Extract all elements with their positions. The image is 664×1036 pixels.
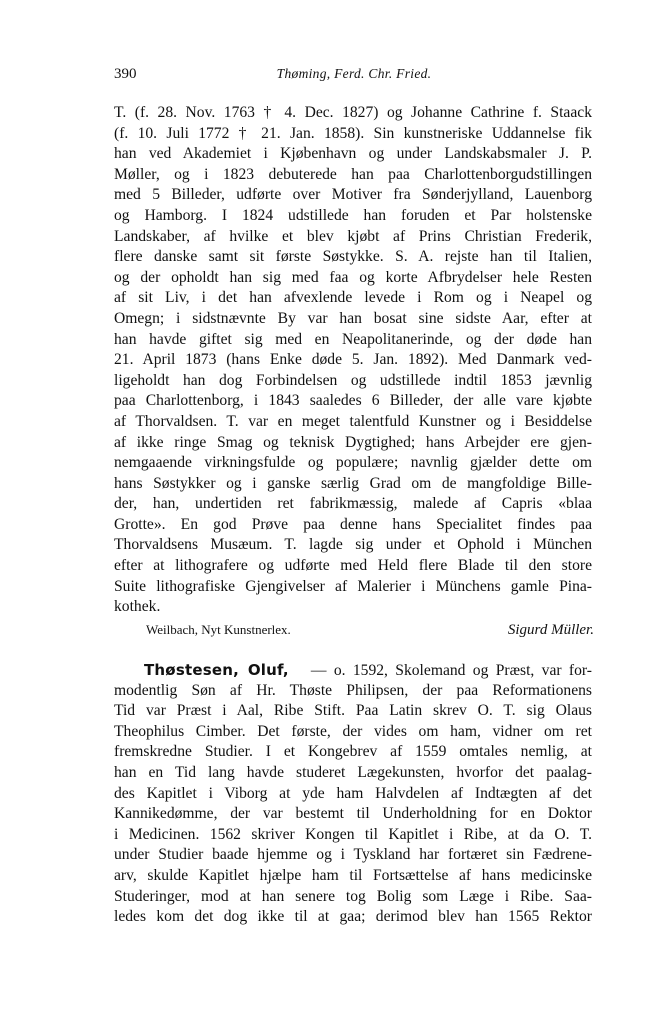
text-line: Tid var Præst i Aal, Ribe Stift. Paa Latin skrev O. T. sig Olaus <box>114 702 592 720</box>
text-line: des Kapitlet i Viborg at yde ham Halvdelen af Indtægten af det <box>114 784 592 802</box>
text-line: nemgaaende virkningsfulde og populære; navnlig gjælder dette om <box>114 454 592 472</box>
text-line: Studeringer, mod at han senere tog Bolig som Læge i Ribe. Saa- <box>114 887 592 905</box>
text-line: Kannikedømme, der var bestemt til Underholdning for en Doktor <box>114 805 592 823</box>
text-line: 21. April 1873 (hans Enke døde 5. Jan. 1892). Med Danmark ved- <box>114 351 592 369</box>
text-line: med 5 Billeder, udførte over Motiver fra Sønderjylland, Lauenborg <box>114 186 592 204</box>
text-line: Suite lithografiske Gjengivelser af Malerier i Münchens gamle Pina- <box>114 577 592 595</box>
text-line: og Hamborg. I 1824 udstillede han foruden et Par holstenske <box>114 206 592 224</box>
source-and-signature <box>146 622 594 642</box>
text-line: ledes kom det dog ikke til at gaa; derimod blev han 1565 Rektor <box>114 908 592 926</box>
text-line: Thorvaldsens Musæum. T. lagde sig under et Ophold i München <box>114 536 592 554</box>
text-line: Omegn; i sidstnævnte By var han bosat sine sidste Aar, efter at <box>114 309 592 327</box>
text-line: han havde giftet sig med en Neapolitanerinde, og der døde han <box>114 330 592 348</box>
text-line: han en Tid lang havde studeret Lægekunsten, hvorfor det paalag- <box>114 763 592 781</box>
text-line: Møller, og i 1823 debuterede han paa Charlottenborgudstillingen <box>114 165 592 183</box>
text-line: Theophilus Cimber. Det første, der vides om ham, vidner om ret <box>114 722 592 740</box>
text-line: hans Søstykker og i ganske særlig Grad om de mangfoldige Bille- <box>114 474 592 492</box>
page-number: 390 <box>114 66 137 82</box>
text-line: og der opholdt han sig med faa og korte Afbrydelser hele Resten <box>114 268 592 286</box>
text-line: Grotte». En god Prøve paa denne hans Specialitet findes paa <box>114 515 592 533</box>
text-line: under Studier baade hjemme og i Tyskland har fortæret sin Fædrene- <box>114 846 592 864</box>
source-reference: Weilbach, Nyt Kunstnerlex. <box>146 622 291 637</box>
text-line: i Medicinen. 1562 skriver Kongen til Kapitlet i Ribe, at da O. T. <box>114 825 592 843</box>
text-line: ligeholdt han dog Forbindelsen og udstillede indtil 1853 jævnlig <box>114 371 592 389</box>
text-line: af ikke ringe Smag og teknisk Dygtighed; hans Arbejder ere gjen- <box>114 433 592 451</box>
text-line: arv, skulde Kapitlet hjælpe ham til Fortsættelse af hans medicinske <box>114 866 592 884</box>
text-line: paa Charlottenborg, i 1843 saaledes 6 Billeder, der alle vare kjøbte <box>114 392 592 410</box>
text-line: der, han, undertiden ret fabrikmæssig, malede af Capris «blaa <box>114 495 592 513</box>
article-body-thostesen <box>114 660 592 928</box>
text-line: kothek. <box>114 598 161 616</box>
entry-first-line-text: — o. 1592, Skolemand og Præst, var for- <box>310 662 592 679</box>
text-line: af Thorvaldsen. T. var en meget talentfuld Kunstner og i Besiddelse <box>114 412 592 430</box>
text-line: (f. 10. Juli 1772 † 21. Jan. 1858). Sin kunstneriske Uddannelse fik <box>114 124 592 142</box>
article-body-thoming <box>114 103 592 618</box>
text-line: flere danske samt sit første Søstykke. S. A. rejste han til Italien, <box>114 248 592 266</box>
author-signature: Sigurd Müller. <box>507 622 594 638</box>
entry-headword: Thøstesen, Oluf, <box>144 661 289 679</box>
text-line: af sit Liv, i det han afvexlende levede i Rom og i Neapel og <box>114 289 592 307</box>
text-line: modentlig Søn af Hr. Thøste Philipsen, der paa Reformationens <box>114 681 592 699</box>
text-line: han ved Akademiet i Kjøbenhavn og under Landskabsmaler J. P. <box>114 145 592 163</box>
text-line: efter at lithografere og udførte med Held flere Blade til den store <box>114 557 592 575</box>
text-line: fremskredne Studier. I et Kongebrev af 1559 omtales nemlig, at <box>114 743 592 761</box>
entry-first-line <box>114 660 592 681</box>
running-title: Thøming, Ferd. Chr. Fried. <box>276 66 432 81</box>
text-line: Landskaber, af hvilke et blev kjøbt af Prins Christian Frederik, <box>114 227 592 245</box>
running-header <box>114 66 594 88</box>
text-line: T. (f. 28. Nov. 1763 † 4. Dec. 1827) og Johanne Cathrine f. Staack <box>114 104 592 121</box>
